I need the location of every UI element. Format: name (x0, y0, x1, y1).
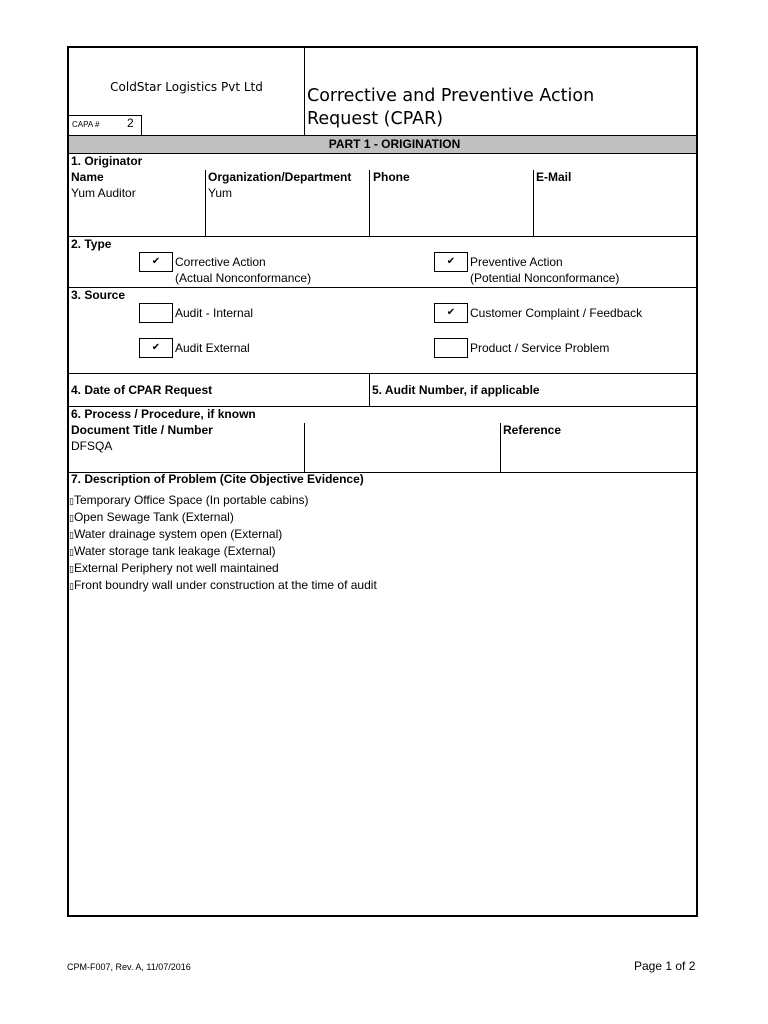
source-section-title: 3. Source (71, 288, 126, 302)
section-divider-2 (69, 287, 696, 288)
form-title-line2: Request (CPAR) (307, 109, 444, 129)
capa-box-top (69, 115, 142, 116)
bullet-icon: ▯ (69, 530, 74, 540)
audit-number-label: 5. Audit Number, if applicable (372, 383, 540, 397)
description-item (69, 492, 377, 509)
process-section-title: 6. Process / Procedure, if known (71, 407, 256, 421)
description-item (69, 526, 377, 543)
process-col-divider-2 (500, 423, 501, 473)
preventive-action-checkbox[interactable] (434, 252, 468, 272)
document-title-label: Document Title / Number (71, 423, 213, 437)
originator-col-divider-2 (369, 170, 370, 237)
email-label: E-Mail (536, 170, 572, 184)
bullet-icon: ▯ (69, 496, 74, 506)
name-value: Yum Auditor (71, 186, 136, 200)
originator-col-divider-1 (205, 170, 206, 237)
process-col-divider-1 (304, 423, 305, 473)
type-section-title: 2. Type (71, 237, 112, 251)
phone-label: Phone (373, 170, 410, 184)
org-value: Yum (208, 186, 233, 200)
description-item (69, 543, 377, 560)
audit-external-label: Audit External (175, 341, 250, 355)
cpar-form (67, 46, 698, 917)
audit-external-checkbox[interactable] (139, 338, 173, 358)
form-id: CPM-F007, Rev. A, 11/07/2016 (67, 962, 191, 972)
page-number: Page 1 of 2 (634, 959, 696, 973)
header-divider (304, 48, 305, 135)
description-item-text: Temporary Office Space (In portable cabins) (73, 493, 309, 507)
description-section-title: 7. Description of Problem (Cite Objective Evidence) (71, 472, 364, 486)
corrective-action-sublabel: (Actual Nonconformance) (175, 271, 312, 285)
description-item-text: Front boundry wall under construction at the time of audit (73, 578, 377, 592)
org-label: Organization/Department (208, 170, 352, 184)
preventive-action-label: Preventive Action (470, 255, 563, 269)
description-item-text: Water drainage system open (External) (73, 527, 283, 541)
description-list (69, 492, 377, 594)
reference-label: Reference (503, 423, 562, 437)
product-problem-checkbox[interactable] (434, 338, 468, 358)
customer-complaint-checkbox[interactable] (434, 303, 468, 323)
section-divider-3 (69, 373, 696, 374)
section-divider-1 (69, 236, 696, 237)
check-mark-icon: ✔ (446, 307, 456, 318)
preventive-action-sublabel: (Potential Nonconformance) (470, 271, 620, 285)
capa-label: CAPA # (72, 120, 100, 129)
description-item (69, 577, 377, 594)
bullet-icon: ▯ (69, 547, 74, 557)
audit-internal-label: Audit - Internal (175, 306, 254, 320)
document-title-value: DFSQA (71, 439, 113, 453)
check-mark-icon: ✔ (151, 342, 161, 353)
form-title (307, 85, 594, 131)
date-of-request-label: 4. Date of CPAR Request (71, 383, 213, 397)
description-item (69, 509, 377, 526)
corrective-action-checkbox[interactable] (139, 252, 173, 272)
check-mark-icon: ✔ (151, 256, 161, 267)
audit-internal-checkbox[interactable] (139, 303, 173, 323)
customer-complaint-label: Customer Complaint / Feedback (470, 306, 643, 320)
form-title-line1: Corrective and Preventive Action (307, 86, 595, 106)
bullet-icon: ▯ (69, 564, 74, 574)
originator-section-title: 1. Originator (71, 154, 143, 168)
part1-band: PART 1 - ORIGINATION (69, 135, 696, 154)
request-col-divider (369, 374, 370, 407)
description-item (69, 560, 377, 577)
corrective-action-label: Corrective Action (175, 255, 266, 269)
name-label: Name (71, 170, 104, 184)
description-item-text: External Periphery not well maintained (73, 561, 279, 575)
originator-col-divider-3 (533, 170, 534, 237)
check-mark-icon: ✔ (446, 256, 456, 267)
description-item-text: Open Sewage Tank (External) (73, 510, 234, 524)
company-name: ColdStar Logistics Pvt Ltd (110, 80, 263, 94)
capa-number: 2 (127, 116, 134, 130)
bullet-icon: ▯ (69, 581, 74, 591)
product-problem-label: Product / Service Problem (470, 341, 610, 355)
bullet-icon: ▯ (69, 513, 74, 523)
capa-box-right (141, 115, 142, 135)
description-item-text: Water storage tank leakage (External) (73, 544, 276, 558)
